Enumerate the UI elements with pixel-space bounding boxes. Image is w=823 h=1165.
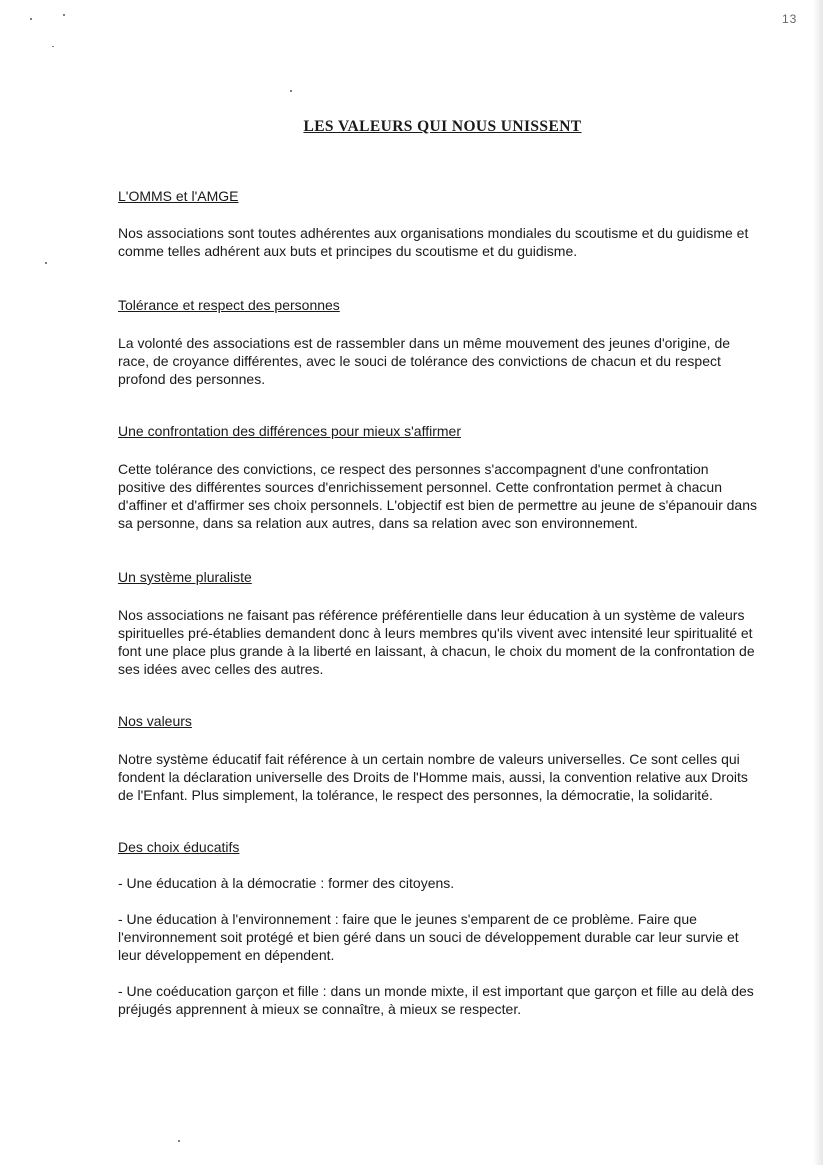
scan-speck — [52, 46, 54, 47]
section-pluraliste — [118, 568, 758, 678]
section-heading: Un système pluraliste — [118, 569, 252, 585]
section-choix-educatifs — [118, 838, 758, 1018]
section-heading: Tolérance et respect des personnes — [118, 297, 340, 313]
scan-edge-shadow — [813, 0, 823, 1165]
section-omms-amge — [118, 187, 758, 260]
section-heading: Une confrontation des différences pour mieux s'affirmer — [118, 423, 461, 439]
section-paragraph: Cette tolérance des convictions, ce respect des personnes s'accompagnent d'une confrontation positive des différentes sources d'enrichissement personnel. Cette confrontation permet à chacun d'affiner et d'affirmer ses choix personnels. L'objectif est bien de permettre au jeune de s'épanouir dans sa personne, dans sa relation aux autres, dans sa relation avec son environnement. — [118, 461, 758, 531]
section-heading: L'OMMS et l'AMGE — [118, 188, 239, 204]
scan-speck — [178, 1140, 180, 1142]
section-confrontation — [118, 422, 758, 532]
section-paragraph: Nos associations sont toutes adhérentes aux organisations mondiales du scoutisme et du guidisme et comme telles adhérent aux buts et principes du scoutisme et du guidisme. — [118, 225, 749, 259]
scan-speck — [45, 262, 47, 264]
section-heading: Des choix éducatifs — [118, 839, 240, 855]
section-paragraph: Notre système éducatif fait référence à un certain nombre de valeurs universelles. Ce sont celles qui fondent la déclaration universelle des Droits de l'Homme mais, aussi, la convention relative aux Droits de l'Enfant. Plus simplement, la tolérance, le respect des personnes, la démocratie, la solidarité. — [118, 751, 748, 803]
section-paragraph: La volonté des associations est de rassembler dans un même mouvement des jeunes d'origine, de race, de croyance différentes, avec le souci de tolérance des convictions de chacun et du respect profond des personnes. — [118, 335, 731, 387]
list-item: - Une coéducation garçon et fille : dans un monde mixte, il est important que garçon et fille au delà des préjugés apprennent à mieux se connaître, à mieux se respecter. — [118, 983, 754, 1017]
list-item: - Une éducation à l'environnement : faire que le jeunes s'emparent de ce problème. Faire que l'environnement soit protégé et bien géré dans un souci de développement durable car leur survie et leur développement en dépendent. — [118, 911, 739, 963]
section-nos-valeurs — [118, 712, 758, 804]
document-body — [118, 187, 758, 1018]
page-title: LES VALEURS QUI NOUS UNISSENT — [303, 118, 582, 135]
scan-speck — [63, 14, 65, 16]
page-number: 13 — [782, 12, 798, 26]
section-heading: Nos valeurs — [118, 713, 192, 729]
section-tolerance — [118, 296, 758, 388]
scan-speck — [290, 90, 292, 92]
section-paragraph: Nos associations ne faisant pas référence préférentielle dans leur éducation à un système de valeurs spirituelles pré-établies demandent donc à leurs membres qu'ils vivent avec intensité leur spiritualité et font une place plus grande à la liberté en laissant, à chacun, le choix du moment de la confrontation de ses idées avec celles des autres. — [118, 607, 755, 677]
list-item: - Une éducation à la démocratie : former des citoyens. — [118, 875, 455, 891]
scan-speck — [30, 18, 32, 20]
